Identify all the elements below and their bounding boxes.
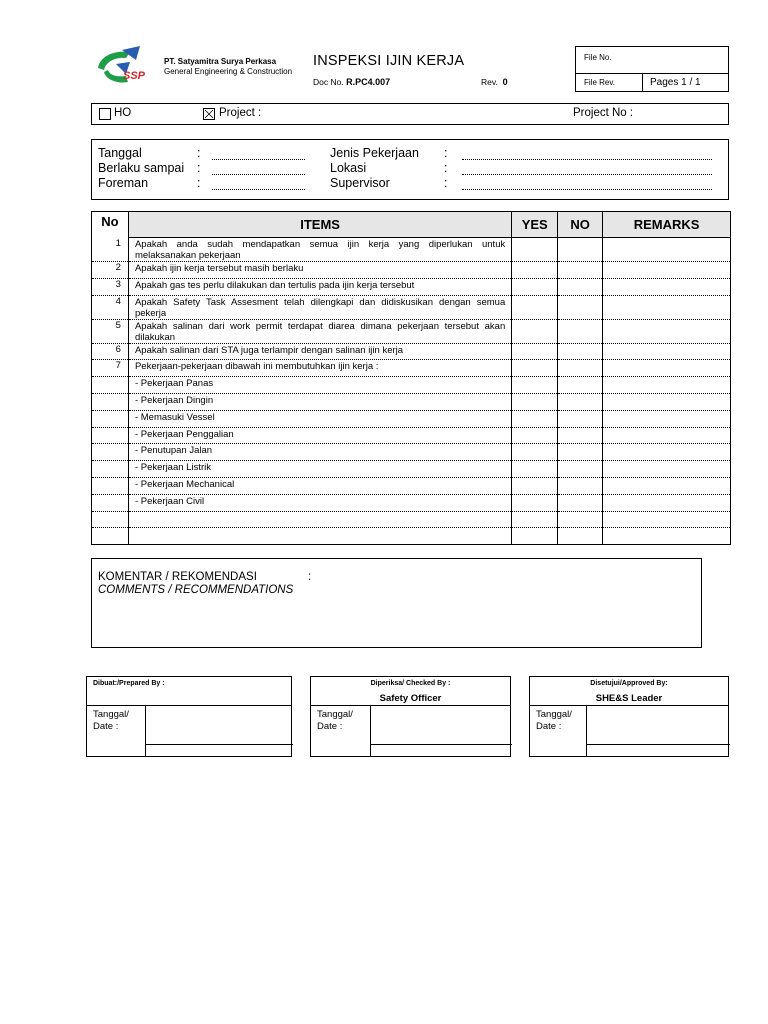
row-item: Apakah Safety Task Assesment telah dilengkapi dan didiskusikan dengan semua pekerja [128,295,511,319]
no-cell[interactable] [558,319,603,343]
colon: : [444,176,448,190]
row-number [92,377,129,394]
yes-cell[interactable] [512,477,558,494]
approved-caption: Disetujui/Approved By: [590,680,668,687]
header-no: No [92,212,129,238]
supervisor-field[interactable] [462,189,712,190]
divider [586,706,587,757]
remarks-cell[interactable] [603,528,731,545]
row-item: Apakah salinan dari STA juga terlampir dengan salinan ijin kerja [128,343,511,360]
no-cell[interactable] [558,278,603,295]
remarks-cell[interactable] [603,377,731,394]
approved-by-box[interactable] [529,676,729,757]
row-item: Apakah gas tes perlu dilakukan dan tertulis pada ijin kerja tersebut [128,278,511,295]
date-label-line1: Tanggal/ [536,709,572,720]
remarks-cell[interactable] [603,360,731,377]
row-item: - Penutupan Jalan [128,444,511,461]
remarks-cell[interactable] [603,238,731,262]
sig-header [311,677,510,706]
company-tagline: General Engineering & Construction [164,67,293,76]
divider [642,74,643,92]
row-number [92,511,129,528]
row-number: 7 [92,360,129,377]
yes-cell[interactable] [512,262,558,279]
company-logo [96,46,158,88]
divider [370,744,512,745]
yes-cell[interactable] [512,377,558,394]
table-row [92,319,731,343]
no-cell[interactable] [558,528,603,545]
date-label-line1: Tanggal/ [93,709,129,720]
row-number [92,444,129,461]
table-row [92,343,731,360]
header-items: ITEMS [128,212,511,238]
header-remarks: REMARKS [603,212,731,238]
lokasi-field[interactable] [462,174,712,175]
yes-cell[interactable] [512,494,558,511]
yes-cell[interactable] [512,444,558,461]
project-no-label: Project No : [573,107,634,119]
no-cell[interactable] [558,511,603,528]
row-item: - Pekerjaan Mechanical [128,477,511,494]
table-row [92,377,731,394]
no-cell[interactable] [558,410,603,427]
header-no-col: NO [558,212,603,238]
date-label-line2: Date : [536,721,562,732]
rev-value: 0 [502,77,508,87]
colon: : [197,161,201,175]
no-cell[interactable] [558,444,603,461]
file-rev-row [576,74,728,92]
ho-checkbox[interactable] [99,108,111,120]
row-number: 1 [92,238,129,262]
ho-label: HO [114,107,132,119]
remarks-cell[interactable] [603,444,731,461]
no-cell[interactable] [558,494,603,511]
logo-text: SSP [123,70,146,82]
checked-role: Safety Officer [379,693,442,704]
row-number [92,494,129,511]
row-item: - Pekerjaan Listrik [128,461,511,478]
colon: : [444,146,448,160]
sig-header [530,677,728,706]
comments-box[interactable] [91,558,702,648]
table-row [92,238,731,262]
row-item: - Pekerjaan Penggalian [128,427,511,444]
divider [370,706,371,757]
divider [145,706,146,757]
no-cell[interactable] [558,295,603,319]
divider [145,744,293,745]
doc-no-value: R.PC4.007 [346,77,391,87]
table-row [92,393,731,410]
table-row [92,360,731,377]
prepared-caption: Dibuat:/Prepared By : [93,680,165,687]
date-label [317,709,353,733]
colon: : [308,571,312,583]
remarks-cell[interactable] [603,477,731,494]
remarks-cell[interactable] [603,319,731,343]
table-row [92,295,731,319]
jenis-label: Jenis Pekerjaan [330,146,419,160]
prepared-by-box[interactable] [86,676,292,757]
remarks-cell[interactable] [603,410,731,427]
row-number: 4 [92,295,129,319]
row-item [128,511,511,528]
remarks-cell[interactable] [603,343,731,360]
approved-role: SHE&S Leader [595,693,663,704]
berlaku-label: Berlaku sampai [98,161,185,175]
row-item: - Pekerjaan Panas [128,377,511,394]
date-label-line2: Date : [93,721,119,732]
table-row [92,461,731,478]
checked-x-icon [204,109,214,119]
yes-cell[interactable] [512,393,558,410]
date-label-line1: Tanggal/ [317,709,353,720]
checked-caption: Diperiksa/ Checked By : [370,680,451,687]
comment-label-en: COMMENTS / RECOMMENDATIONS [98,584,294,596]
remarks-cell[interactable] [603,427,731,444]
rev-label: Rev. [481,77,498,87]
row-item: Apakah ijin kerja tersebut masih berlaku [128,262,511,279]
table-header [92,212,731,238]
row-item: - Pekerjaan Civil [128,494,511,511]
yes-cell[interactable] [512,360,558,377]
row-number: 5 [92,319,129,343]
header-yes: YES [512,212,558,238]
table-row [92,278,731,295]
project-label: Project : [219,107,262,119]
no-cell[interactable] [558,377,603,394]
info-block [91,139,729,200]
tanggal-field[interactable] [212,159,305,160]
comment-label: KOMENTAR / REKOMENDASI [98,571,257,583]
checked-by-box[interactable] [310,676,511,757]
date-label [536,709,572,733]
project-checkbox[interactable] [203,108,215,120]
row-item: Apakah anda sudah mendapatkan semua ijin kerja yang diperlukan untuk melaksanakan pekerjaan [128,238,511,262]
colon: : [444,161,448,175]
yes-cell[interactable] [512,343,558,360]
remarks-cell[interactable] [603,494,731,511]
row-item: - Memasuki Vessel [128,410,511,427]
row-item [128,528,511,545]
yes-cell[interactable] [512,461,558,478]
remarks-cell[interactable] [603,278,731,295]
divider [586,744,730,745]
no-cell[interactable] [558,393,603,410]
file-no-label: File No. [584,53,612,62]
doc-no-label: Doc No. [313,77,344,87]
row-number [92,528,129,545]
page-count: Pages 1 / 1 [650,77,701,88]
row-item: Pekerjaan-pekerjaan dibawah ini membutuhkan ijin kerja : [128,360,511,377]
row-number [92,427,129,444]
table-row [92,528,731,545]
file-info-box [575,46,729,92]
no-cell[interactable] [558,477,603,494]
no-cell[interactable] [558,427,603,444]
colon: : [197,146,201,160]
yes-cell[interactable] [512,238,558,262]
supervisor-label: Supervisor [330,176,390,190]
yes-cell[interactable] [512,511,558,528]
no-cell[interactable] [558,343,603,360]
sig-header [87,677,291,706]
table-row [92,477,731,494]
date-label-line2: Date : [317,721,343,732]
row-number: 2 [92,262,129,279]
jenis-field[interactable] [462,159,712,160]
checklist-table [91,211,731,545]
remarks-cell[interactable] [603,393,731,410]
remarks-cell[interactable] [603,461,731,478]
yes-cell[interactable] [512,410,558,427]
table-row [92,410,731,427]
row-number [92,410,129,427]
colon: : [197,176,201,190]
file-rev-label: File Rev. [584,78,615,87]
location-row [91,103,729,125]
row-number: 3 [92,278,129,295]
row-item: Apakah salinan dari work permit terdapat diarea dimana pekerjaan tersebut akan dilakukan [128,319,511,343]
row-number [92,393,129,410]
row-number [92,461,129,478]
no-cell[interactable] [558,461,603,478]
no-cell[interactable] [558,262,603,279]
tanggal-label: Tanggal [98,146,142,160]
table-row [92,427,731,444]
yes-cell[interactable] [512,319,558,343]
table-row [92,444,731,461]
foreman-label: Foreman [98,176,149,190]
yes-cell[interactable] [512,278,558,295]
berlaku-field[interactable] [212,174,305,175]
remarks-cell[interactable] [603,295,731,319]
yes-cell[interactable] [512,295,558,319]
remarks-cell[interactable] [603,262,731,279]
company-name: PT. Satyamitra Surya Perkasa [164,57,277,66]
remarks-cell[interactable] [603,511,731,528]
row-number [92,477,129,494]
document-title: INSPEKSI IJIN KERJA [313,53,465,69]
table-row [92,511,731,528]
doc-number [313,77,390,87]
file-no-row [576,47,728,74]
no-cell[interactable] [558,360,603,377]
row-item: - Pekerjaan Dingin [128,393,511,410]
row-number: 6 [92,343,129,360]
no-cell[interactable] [558,238,603,262]
revision [481,77,508,87]
foreman-field[interactable] [212,189,305,190]
yes-cell[interactable] [512,528,558,545]
table-row [92,494,731,511]
lokasi-label: Lokasi [330,161,367,175]
yes-cell[interactable] [512,427,558,444]
table-row [92,262,731,279]
date-label [93,709,129,733]
